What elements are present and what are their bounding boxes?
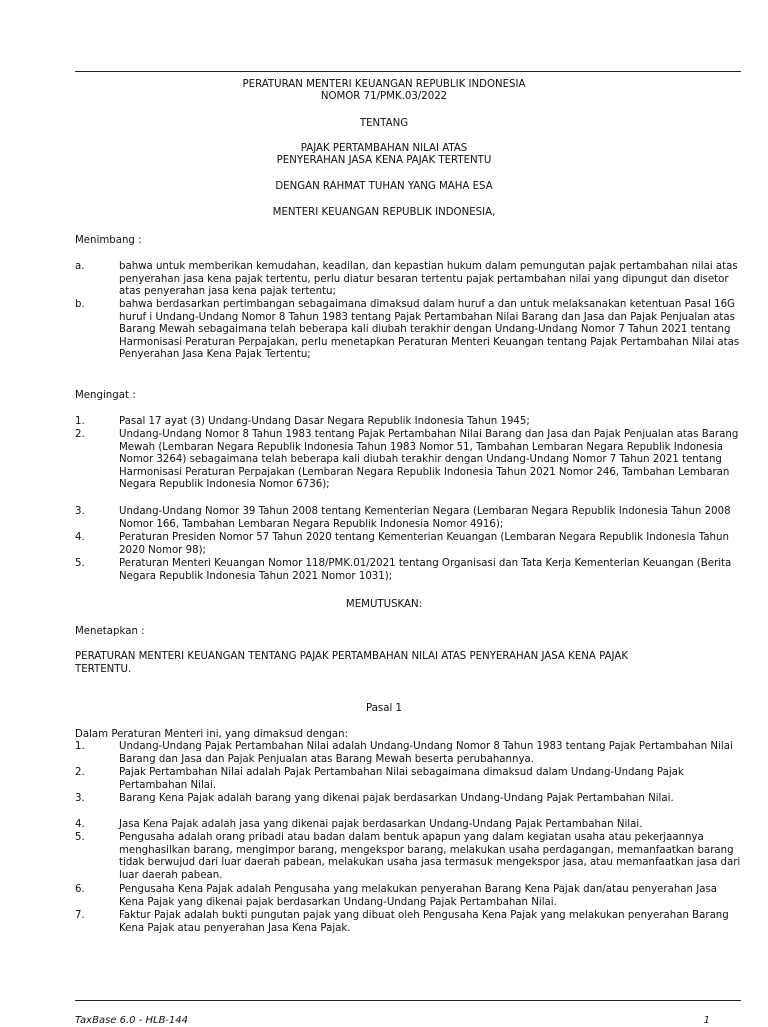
item-text: Undang-Undang Pajak Pertambahan Nilai adalah Undang-Undang Nomor 8 Tahun 1983 tentang Pajak Pertambahan Nilai Barang dan Jasa dan Pajak Penjualan atas Barang Mewah beserta perubahannya. [119, 741, 733, 765]
item-number: 5. [75, 558, 85, 569]
menimbang-item [75, 299, 741, 362]
item-text: Peraturan Menteri Keuangan Nomor 118/PMK.01/2021 tentang Organisasi dan Tata Kerja Kementerian Keuangan (Berita Negara Republik Indonesia Tahun 2021 Nomor 1031); [119, 558, 732, 582]
mengingat-item [75, 532, 741, 557]
rahmat-line: DENGAN RAHMAT TUHAN YANG MAHA ESA [275, 181, 493, 192]
footer-source: TaxBase 6.0 - HLB-144 [75, 1015, 188, 1026]
item-number: 1. [75, 416, 85, 427]
subject-line-1: PAJAK PERTAMBAHAN NILAI ATAS [300, 143, 468, 154]
item-text: Pengusaha Kena Pajak adalah Pengusaha yang melakukan penyerahan Barang Kena Pajak dan/atau penyerahan Jasa Kena Pajak yang dikenai pajak berdasarkan Undang-Undang Pajak Pertambahan Nilai. [119, 884, 718, 908]
item-number: 7. [75, 910, 85, 921]
item-number: 2. [75, 429, 85, 440]
menetapkan-label: Menetapkan : [75, 626, 145, 637]
page-number: 1 [703, 1015, 710, 1026]
item-number: b. [75, 299, 85, 310]
item-number: 4. [75, 532, 85, 543]
tentang-heading: TENTANG [359, 118, 409, 129]
item-text: Peraturan Presiden Nomor 57 Tahun 2020 tentang Kementerian Keuangan (Lembaran Negara Republik Indonesia Tahun 2020 Nomor 98); [119, 532, 729, 556]
menimbang-label: Menimbang : [75, 235, 142, 246]
mengingat-item [75, 506, 741, 531]
item-number: 2. [75, 767, 85, 778]
definition-item [75, 910, 741, 935]
item-number: 6. [75, 884, 85, 895]
item-number: 5. [75, 832, 85, 843]
mengingat-item [75, 558, 741, 583]
subject-line-2: PENYERAHAN JASA KENA PAJAK TERTENTU [276, 155, 492, 166]
item-number: 3. [75, 506, 85, 517]
item-text: Pajak Pertambahan Nilai adalah Pajak Pertambahan Nilai sebagaimana dimaksud dalam Undang-Undang Pajak Pertambahan Nilai. [119, 767, 684, 791]
definition-item [75, 741, 741, 766]
top-rule [75, 71, 741, 72]
item-number: 4. [75, 819, 85, 830]
item-text: Undang-Undang Nomor 8 Tahun 1983 tentang Pajak Pertambahan Nilai Barang dan Jasa dan Pajak Penjualan atas Barang Mewah (Lembaran Negara Republik Indonesia Tahun 1983 Nomor 51, Tambahan Lembaran Negara Republik Indonesia Nomor 3264) sebagaimana telah beberapa kali diubah terakhir dengan Undang-Undang Nomor 7 Tahun 2021 tentang Harmonisasi Peraturan Perpajakan (Lembaran Negara Republik Indonesia Tahun 2021 Nomor 246, Tambahan Lembaran Negara Republik Indonesia Nomor 6736); [119, 429, 739, 490]
memutuskan-heading: MEMUTUSKAN: [345, 599, 423, 610]
menetapkan-text: PERATURAN MENTERI KEUANGAN TENTANG PAJAK PERTAMBAHAN NILAI ATAS PENYERAHAN JASA KENA PAJAK TERTENTU. [75, 651, 629, 675]
minister-line: MENTERI KEUANGAN REPUBLIK INDONESIA, [272, 207, 496, 218]
item-text: bahwa berdasarkan pertimbangan sebagaimana dimaksud dalam huruf a dan untuk melaksanakan ketentuan Pasal 16G huruf i Undang-Undang Nomor 8 Tahun 1983 tentang Pajak Pertambahan Nilai Barang dan Jasa dan Pajak Penjualan atas Barang Mewah sebagaimana telah beberapa kali diubah terakhir dengan Undang-Undang Nomor 7 Tahun 2021 tentang Harmonisasi Peraturan Perpajakan, perlu menetapkan Peraturan Menteri Keuangan tentang Pajak Pertambahan Nilai atas Penyerahan Jasa Kena Pajak Tertentu; [119, 299, 740, 360]
definition-item [75, 819, 741, 832]
definition-item [75, 767, 741, 792]
item-number: a. [75, 261, 85, 272]
definition-item [75, 884, 741, 909]
definition-item [75, 832, 741, 882]
item-text: Jasa Kena Pajak adalah jasa yang dikenai pajak berdasarkan Undang-Undang Pajak Pertambahan Nilai. [119, 819, 643, 830]
item-number: 3. [75, 793, 85, 804]
pasal-1-title: Pasal 1 [365, 703, 403, 714]
pasal-1-intro: Dalam Peraturan Menteri ini, yang dimaksud dengan: [75, 729, 349, 740]
item-text: Undang-Undang Nomor 39 Tahun 2008 tentang Kementerian Negara (Lembaran Negara Republik Indonesia Tahun 2008 Nomor 166, Tambahan Lembaran Negara Republik Indonesia Nomor 4916); [119, 506, 731, 530]
regulation-number: NOMOR 71/PMK.03/2022 [320, 91, 448, 102]
item-text: Barang Kena Pajak adalah barang yang dikenai pajak berdasarkan Undang-Undang Pajak Pertambahan Nilai. [119, 793, 674, 804]
definition-item [75, 793, 741, 806]
regulation-title: PERATURAN MENTERI KEUANGAN REPUBLIK INDONESIA [242, 79, 526, 90]
item-text: bahwa untuk memberikan kemudahan, keadilan, dan kepastian hukum dalam pemungutan pajak pertambahan nilai atas penyerahan jasa kena pajak tertentu, perlu diatur besaran tertentu pajak pertambahan nilai yang dipungut dan disetor atas penyerahan jasa kena pajak tertentu; [119, 261, 738, 297]
mengingat-item [75, 416, 741, 429]
item-text: Faktur Pajak adalah bukti pungutan pajak yang dibuat oleh Pengusaha Kena Pajak yang melakukan penyerahan Barang Kena Pajak atau penyerahan Jasa Kena Pajak. [119, 910, 729, 934]
menimbang-item [75, 261, 741, 299]
item-text: Pasal 17 ayat (3) Undang-Undang Dasar Negara Republik Indonesia Tahun 1945; [119, 416, 530, 427]
mengingat-label: Mengingat : [75, 390, 136, 401]
mengingat-item [75, 429, 741, 492]
bottom-rule [75, 1000, 741, 1001]
item-text: Pengusaha adalah orang pribadi atau badan dalam bentuk apapun yang dalam kegiatan usaha atau pekerjaannya menghasilkan barang, mengimpor barang, mengekspor barang, melakukan usaha perdagangan, memanfaatkan barang tidak berwujud dari luar daerah pabean, melakukan usaha jasa termasuk mengekspor jasa, atau memanfaatkan jasa dari luar daerah pabean. [119, 832, 741, 881]
item-number: 1. [75, 741, 85, 752]
